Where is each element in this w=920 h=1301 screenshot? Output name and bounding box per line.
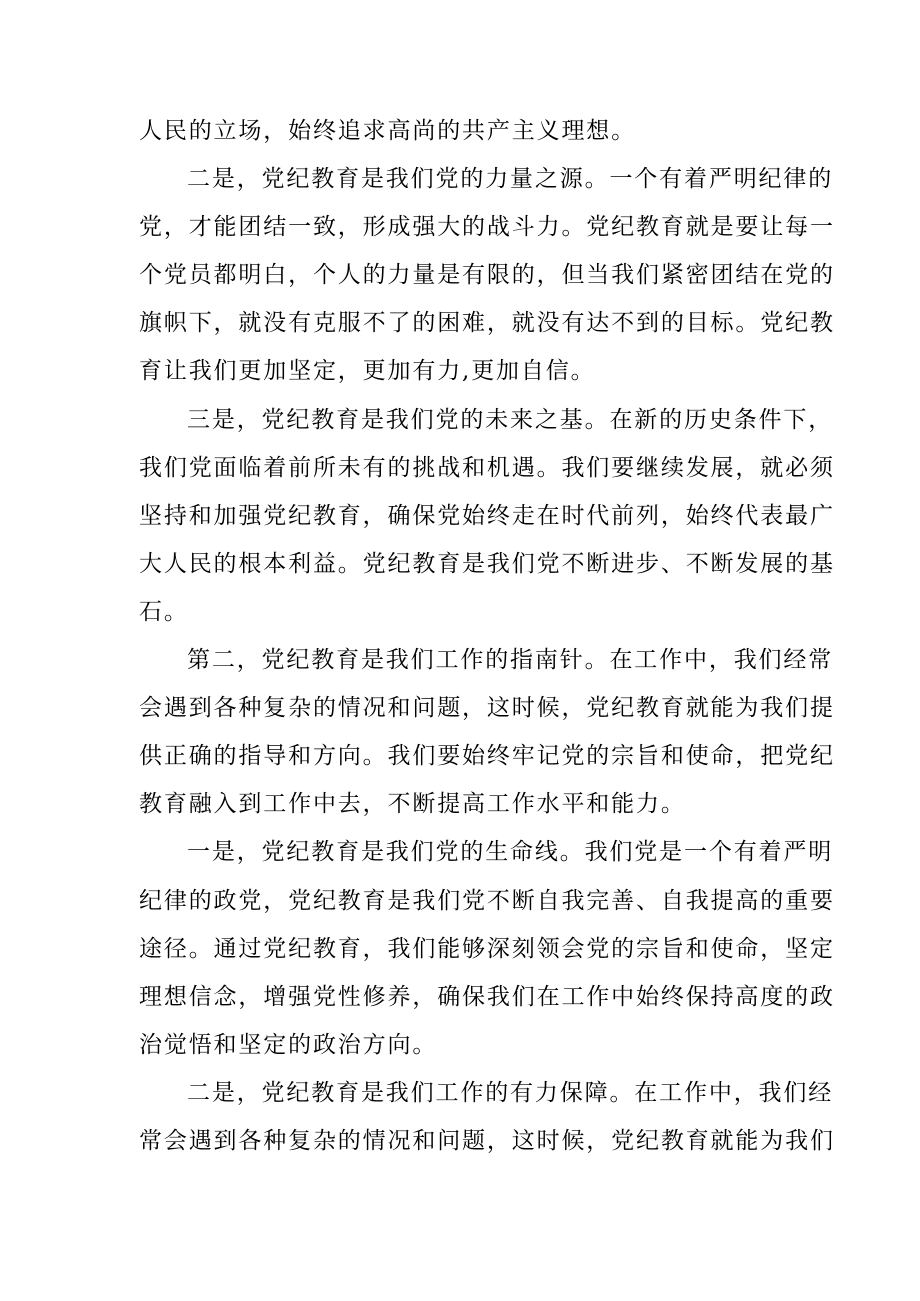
text-line: 石。 [139, 598, 189, 625]
text-line: 治觉悟和坚定的政治方向。 [139, 1031, 438, 1058]
text-line: 教育融入到工作中去，不断提高工作水平和能力。 [139, 791, 686, 818]
text-line: 常会遇到各种复杂的情况和问题，这时候，党纪教育就能为我们 [139, 1127, 835, 1154]
text-line: 供正确的指导和方向。我们要始终牢记党的宗旨和使命，把党纪 [139, 743, 835, 770]
text-line: 会遇到各种复杂的情况和问题，这时候，党纪教育就能为我们提 [139, 695, 835, 722]
text-line: 我们党面临着前所未有的挑战和机遇。我们要继续发展，就必须 [139, 454, 835, 481]
paragraph-first-line: 三是，党纪教育是我们党的未来之基。在新的历史条件下， [187, 406, 834, 433]
paragraph-first-line: 二是，党纪教育是我们党的力量之源。一个有着严明纪律的 [187, 166, 834, 193]
paragraph-first-line: 第二，党纪教育是我们工作的指南针。在工作中，我们经常 [187, 647, 834, 674]
text-line: 育让我们更加坚定，更加有力,更加自信。 [139, 358, 596, 385]
text-line: 途径。通过党纪教育，我们能够深刻领会党的宗旨和使命，坚定 [139, 935, 835, 962]
text-line: 党，才能团结一致，形成强大的战斗力。党纪教育就是要让每一 [139, 214, 835, 241]
text-line: 人民的立场，始终追求高尚的共产主义理想。 [139, 118, 636, 144]
body-text [139, 107, 835, 1165]
text-line: 旗帜下，就没有克服不了的困难，就没有达不到的目标。党纪教 [139, 310, 835, 337]
paragraph-first-line: 一是，党纪教育是我们党的生命线。我们党是一个有着严明 [187, 839, 834, 866]
paragraph-first-line: 二是，党纪教育是我们工作的有力保障。在工作中，我们经 [187, 1079, 834, 1106]
text-line: 理想信念，增强党性修养，确保我们在工作中始终保持高度的政 [139, 983, 835, 1010]
text-line: 纪律的政党，党纪教育是我们党不断自我完善、自我提高的重要 [139, 887, 835, 914]
text-line: 个党员都明白，个人的力量是有限的，但当我们紧密团结在党的 [139, 262, 835, 289]
text-line: 坚持和加强党纪教育，确保党始终走在时代前列，始终代表最广 [139, 502, 835, 529]
text-line: 大人民的根本利益。党纪教育是我们党不断进步、不断发展的基 [139, 550, 835, 577]
